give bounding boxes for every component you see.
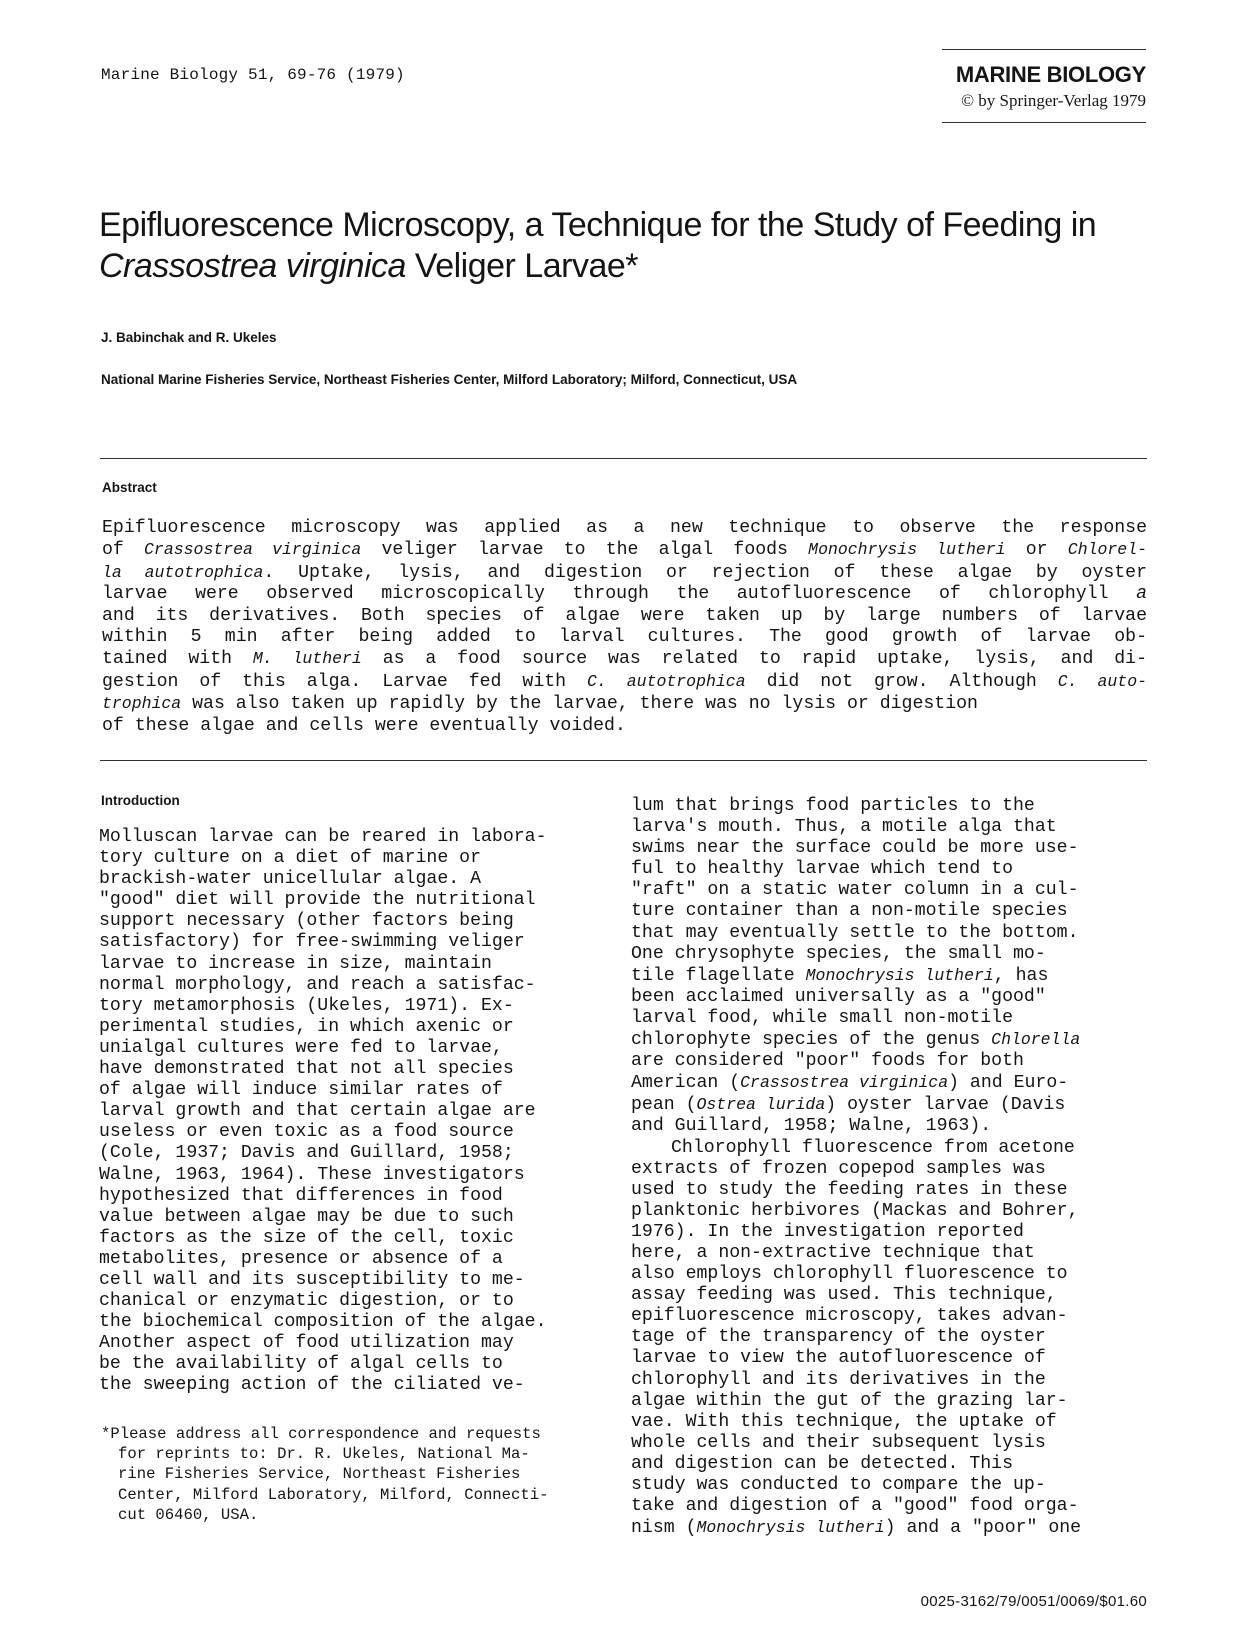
footnote-line: Center, Milford Laboratory, Milford, Connecti- <box>118 1485 549 1504</box>
divider-bottom <box>100 760 1147 761</box>
text-line: used to study the feeding rates in these <box>631 1179 1068 1200</box>
text-line: ture container than a non-motile species <box>631 901 1068 922</box>
footnote-line: for reprints to: Dr. R. Ukeles, National Ma- <box>118 1445 530 1464</box>
text-line: epifluorescence microscopy, takes advan- <box>631 1306 1068 1327</box>
text-line: chanical or enzymatic digestion, or to <box>99 1291 514 1312</box>
text-line: larvae to view the autofluorescence of <box>631 1348 1046 1369</box>
text-line: chlorophyte species of the genus Chlorella <box>631 1030 1081 1051</box>
journal-copyright: © by Springer-Verlag 1979 <box>961 91 1146 110</box>
correspondence-footnote <box>101 1424 601 1525</box>
text-line: the biochemical composition of the algae. <box>99 1312 547 1333</box>
text-line: "good" diet will provide the nutritional <box>99 890 536 911</box>
abstract-line: of Crassostrea virginica veliger larvae to the algal foods Monochrysis lutheri or Chlorel- <box>102 540 1148 561</box>
abstract-line: of these algae and cells were eventually voided. <box>102 715 626 736</box>
text-line: have demonstrated that not all species <box>99 1059 514 1080</box>
affiliation: National Marine Fisheries Service, Northeast Fisheries Center, Milford Laboratory; Milford, Connecticut, USA <box>101 372 798 387</box>
text-line: take and digestion of a "good" food orga- <box>631 1496 1079 1517</box>
intro-column-right <box>631 796 1146 1539</box>
abstract-line: Epifluorescence microscopy was applied as a new technique to observe the response <box>102 518 1147 538</box>
divider-top <box>100 458 1147 459</box>
abstract-line: gestion of this alga. Larvae fed with C. autotrophica did not grow. Although C. auto- <box>102 671 1148 692</box>
text-line: lum that brings food particles to the <box>631 796 1035 816</box>
text-line: study was conducted to compare the up- <box>631 1475 1046 1495</box>
text-line: be the availability of algal cells to <box>99 1354 503 1375</box>
text-line: "raft" on a static water column in a cul- <box>631 880 1079 901</box>
text-line: the sweeping action of the ciliated ve- <box>99 1375 525 1396</box>
abstract-heading: Abstract <box>102 480 157 495</box>
text-line: 1976). In the investigation reported <box>631 1221 1024 1242</box>
text-line: support necessary (other factors being <box>99 911 514 932</box>
text-line: Walne, 1963, 1964). These investigators <box>99 1164 525 1185</box>
text-line: and digestion can be detected. This <box>631 1453 1013 1474</box>
text-line: perimental studies, in which axenic or <box>99 1016 514 1037</box>
text-line: factors as the size of the cell, toxic <box>99 1227 514 1248</box>
text-line: are considered "poor" foods for both <box>631 1051 1024 1072</box>
text-line: larval food, while small non-motile <box>631 1007 1013 1028</box>
text-line: larva's mouth. Thus, a motile alga that <box>631 817 1057 838</box>
text-line: tory metamorphosis (Ukeles, 1971). Ex- <box>99 995 514 1016</box>
abstract-line: and its derivatives. Both species of algae were taken up by large numbers of larvae <box>102 605 1147 626</box>
text-line: here, a non-extractive technique that <box>631 1242 1035 1263</box>
text-line: of algae will induce similar rates of <box>99 1080 503 1101</box>
text-line: American (Crassostrea virginica) and Euro- <box>631 1073 1069 1094</box>
text-line: whole cells and their subsequent lysis <box>631 1432 1046 1453</box>
journal-masthead <box>942 49 1146 123</box>
text-line: been acclaimed universally as a "good" <box>631 986 1046 1007</box>
text-line: tile flagellate Monochrysis lutheri, has <box>631 965 1049 986</box>
text-line: also employs chlorophyll fluorescence to <box>631 1264 1068 1285</box>
title-species: Crassostrea virginica <box>99 247 406 285</box>
text-line: useless or even toxic as a food source <box>99 1122 514 1143</box>
article-title <box>99 205 1159 287</box>
text-line: hypothesized that differences in food <box>99 1185 503 1206</box>
text-line: swims near the surface could be more use- <box>631 838 1079 859</box>
text-line: cell wall and its susceptibility to me- <box>99 1269 525 1290</box>
text-line: larval growth and that certain algae are <box>99 1101 536 1122</box>
text-line: unialgal cultures were fed to larvae, <box>99 1037 503 1058</box>
text-line: satisfactory) for free-swimming veliger <box>99 932 525 953</box>
text-line: Molluscan larvae can be reared in labora- <box>99 827 547 847</box>
authors: J. Babinchak and R. Ukeles <box>101 330 277 345</box>
text-line: vae. With this technique, the uptake of <box>631 1411 1057 1432</box>
text-line: nism (Monochrysis lutheri) and a "poor" one <box>631 1518 1082 1539</box>
text-line: Chlorophyll fluorescence from acetone <box>671 1137 1075 1158</box>
text-line: value between algae may be due to such <box>99 1206 514 1227</box>
title-line-1: Epifluorescence Microscopy, a Technique for the Study of Feeding in <box>99 206 1097 244</box>
text-line: algae within the gut of the grazing lar- <box>631 1390 1068 1411</box>
title-line-2 <box>99 246 1159 287</box>
text-line: tage of the transparency of the oyster <box>631 1327 1046 1348</box>
text-line: larvae to increase in size, maintain <box>99 953 492 974</box>
text-line: brackish-water unicellular algae. A <box>99 869 481 890</box>
abstract-line: trophica was also taken up rapidly by the larvae, there was no lysis or digestion <box>102 694 978 715</box>
text-line: planktonic herbivores (Mackas and Bohrer, <box>631 1200 1079 1221</box>
abstract-line: tained with M. lutheri as a food source was related to rapid uptake, lysis, and di- <box>102 649 1147 670</box>
footnote-line: rine Fisheries Service, Northeast Fisheries <box>118 1465 521 1484</box>
text-line: (Cole, 1937; Davis and Guillard, 1958; <box>99 1143 514 1164</box>
text-line: tory culture on a diet of marine or <box>99 848 481 869</box>
journal-name: MARINE BIOLOGY <box>955 62 1146 87</box>
text-line: assay feeding was used. This technique, <box>631 1285 1057 1306</box>
intro-column-left <box>99 827 609 1397</box>
footnote-line: *Please address all correspondence and requests <box>101 1425 541 1443</box>
abstract-body <box>102 518 1147 737</box>
title-rest: Veliger Larvae* <box>405 247 638 285</box>
text-line: that may eventually settle to the bottom. <box>631 922 1079 943</box>
text-line: extracts of frozen copepod samples was <box>631 1158 1046 1179</box>
journal-citation: Marine Biology 51, 69-76 (1979) <box>101 66 405 84</box>
text-line: normal morphology, and reach a satisfac- <box>99 974 536 995</box>
footnote-line: cut 06460, USA. <box>118 1505 259 1524</box>
abstract-line: within 5 min after being added to larval cultures. The good growth of larvae ob- <box>102 627 1147 648</box>
text-line: One chrysophyte species, the small mo- <box>631 943 1046 964</box>
text-line: chlorophyll and its derivatives in the <box>631 1369 1046 1390</box>
text-line: ful to healthy larvae which tend to <box>631 859 1013 880</box>
abstract-line: la autotrophica. Uptake, lysis, and digestion or rejection of these algae by oyster <box>102 562 1148 583</box>
text-line: metabolites, presence or absence of a <box>99 1248 503 1269</box>
text-line: Another aspect of food utilization may <box>99 1333 514 1354</box>
text-line: pean (Ostrea lurida) oyster larvae (Davis <box>631 1095 1066 1116</box>
article-code: 0025-3162/79/0051/0069/$01.60 <box>920 1593 1147 1610</box>
text-line: and Guillard, 1958; Walne, 1963). <box>631 1116 992 1137</box>
abstract-line: larvae were observed microscopically through the autofluorescence of chlorophyll a <box>102 584 1147 605</box>
introduction-heading: Introduction <box>101 793 180 808</box>
